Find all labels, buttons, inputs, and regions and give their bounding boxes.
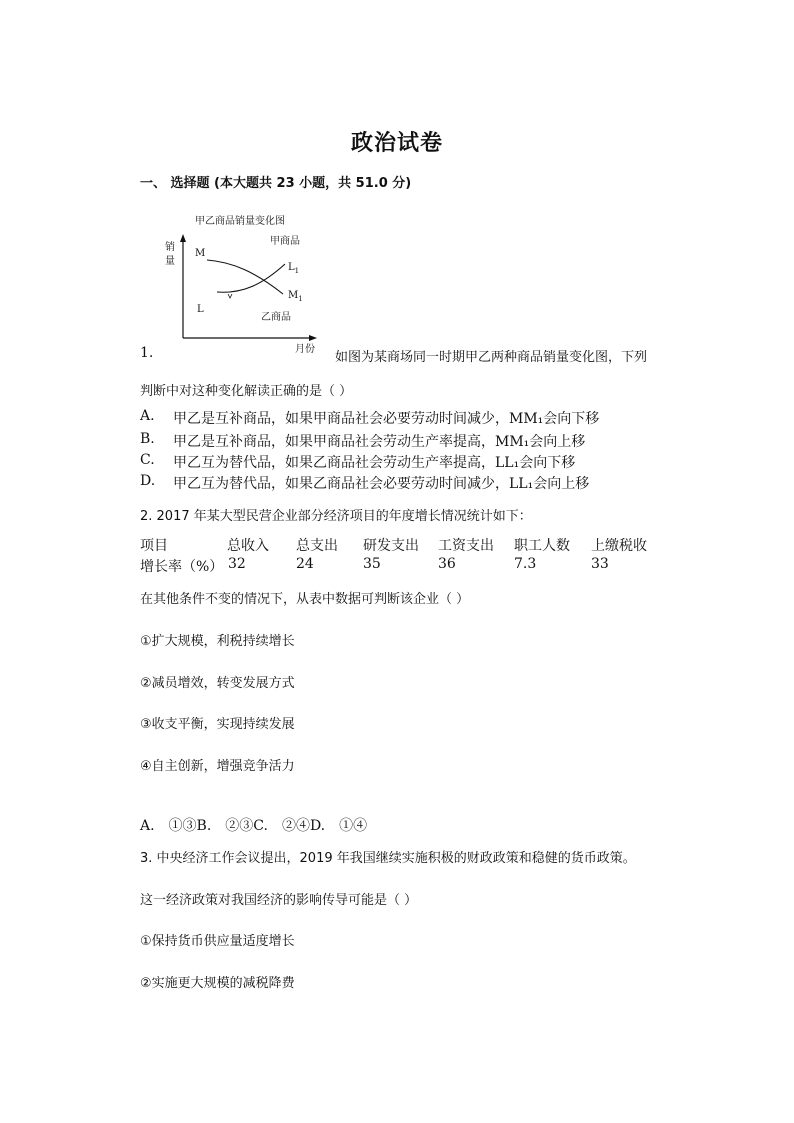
q3-item-1: ①保持货币供应量适度增长 bbox=[140, 934, 295, 949]
q2-stem: 2. 2017 年某大型民营企业部分经济项目的年度增长情况统计如下： bbox=[140, 509, 532, 524]
q2-item-1: ①扩大规模，利税持续增长 bbox=[140, 634, 295, 649]
option-text: 甲乙是互补商品，如果甲商品社会劳动生产率提高，MM₁会向上移 bbox=[173, 434, 586, 450]
table-cell: 35 bbox=[363, 556, 381, 572]
q1-stem-line1: 如图为某商场同一时期甲乙两种商品销量变化图，下列 bbox=[335, 350, 648, 365]
option-letter: C. bbox=[140, 452, 155, 468]
table-header-cell: 研发支出 bbox=[363, 538, 419, 554]
q1-stem-line2: 判断中对这种变化解读正确的是（ ） bbox=[140, 384, 353, 399]
q1-figure bbox=[155, 208, 335, 360]
q2-answer-options: A. ①③B. ②③C. ②④D. ①④ bbox=[140, 818, 368, 834]
table-header-cell: 工资支出 bbox=[438, 538, 494, 554]
label-yi: 乙商品 bbox=[261, 312, 291, 323]
x-axis-arrow bbox=[309, 335, 317, 341]
label-m: M bbox=[195, 248, 206, 259]
table-cell: 增长率（%） bbox=[140, 559, 224, 575]
option-letter: A. bbox=[140, 408, 155, 424]
table-header-cell: 职工人数 bbox=[514, 538, 570, 554]
curve-tick-mark bbox=[228, 294, 232, 298]
figure-caption: 甲乙商品销量变化图 bbox=[195, 216, 285, 227]
x-axis-label: 月份 bbox=[295, 344, 315, 355]
table-header-cell: 总支出 bbox=[296, 538, 338, 554]
table-header-cell: 项目 bbox=[140, 538, 168, 554]
q2-item-2: ②减员增效，转变发展方式 bbox=[140, 676, 295, 691]
label-jia: 甲商品 bbox=[270, 236, 300, 247]
option-text: 甲乙互为替代品，如果乙商品社会劳动生产率提高，LL₁会向下移 bbox=[173, 455, 576, 471]
y-axis-arrow bbox=[180, 234, 186, 242]
option-text: 甲乙是互补商品，如果甲商品社会必要劳动时间减少，MM₁会向下移 bbox=[173, 411, 600, 427]
q1-option-d bbox=[140, 473, 590, 492]
option-letter: D. bbox=[140, 473, 156, 489]
q1-number: 1. bbox=[140, 345, 154, 361]
label-l: L bbox=[197, 304, 204, 315]
table-cell: 7.3 bbox=[514, 556, 537, 572]
sales-change-chart bbox=[155, 208, 335, 360]
q2-item-3: ③收支平衡，实现持续发展 bbox=[140, 717, 295, 732]
q3-item-2: ②实施更大规模的减税降费 bbox=[140, 976, 295, 991]
q1-option-b bbox=[140, 431, 586, 450]
table-cell: 36 bbox=[438, 556, 456, 572]
label-l1: $L_1$ bbox=[288, 262, 300, 275]
section-heading: 一、 选择题 (本大题共 23 小题，共 51.0 分) bbox=[140, 176, 412, 191]
q3-stem: 3. 中央经济工作会议提出，2019 年我国继续实施积极的财政政策和稳健的货币政策。 bbox=[140, 851, 636, 866]
q1-option-a bbox=[140, 408, 600, 427]
y-axis-label-1: 销 bbox=[165, 242, 175, 253]
y-axis-label-2: 量 bbox=[165, 256, 175, 267]
q1-option-c bbox=[140, 452, 576, 471]
table-header-cell: 上缴税收 bbox=[591, 538, 647, 554]
option-text: 甲乙互为替代品，如果乙商品社会必要劳动时间减少，LL₁会向上移 bbox=[173, 476, 590, 492]
q2-item-4: ④自主创新，增强竞争活力 bbox=[140, 759, 295, 774]
q2-condition: 在其他条件不变的情况下，从表中数据可判断该企业（ ） bbox=[140, 592, 470, 607]
option-letter: B. bbox=[140, 431, 155, 447]
q3-question: 这一经济政策对我国经济的影响传导可能是（ ） bbox=[140, 893, 418, 908]
table-header-cell: 总收入 bbox=[227, 538, 269, 554]
label-m1: $M_1$ bbox=[288, 290, 303, 303]
page-title: 政治试卷 bbox=[350, 131, 443, 156]
table-cell: 32 bbox=[228, 556, 246, 572]
table-cell: 24 bbox=[296, 556, 314, 572]
table-cell: 33 bbox=[591, 556, 609, 572]
